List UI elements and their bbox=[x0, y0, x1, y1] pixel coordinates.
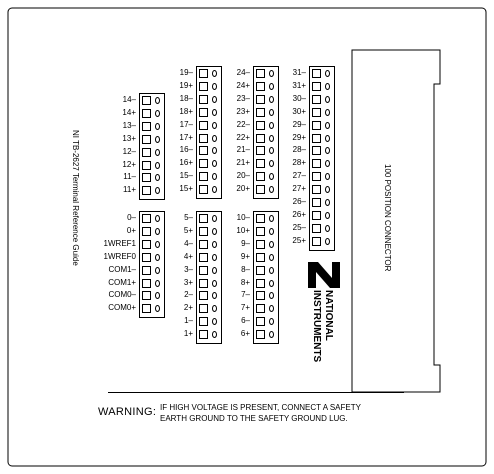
terminal-screw-clamp bbox=[155, 110, 160, 117]
terminal-screw-clamp bbox=[269, 267, 274, 274]
terminal-screw-square[interactable] bbox=[256, 330, 265, 339]
terminal-screw-square[interactable] bbox=[256, 159, 265, 168]
terminal-label: 8– bbox=[241, 264, 250, 274]
terminal-screw-clamp bbox=[212, 83, 217, 90]
terminal-label: 23+ bbox=[236, 106, 250, 116]
terminal-label: 6+ bbox=[240, 329, 250, 339]
terminal-screw-square[interactable] bbox=[256, 304, 265, 313]
terminal-label: 5+ bbox=[183, 225, 193, 235]
terminal-screw-clamp bbox=[212, 122, 217, 129]
terminal-label: 23– bbox=[236, 93, 250, 103]
terminal-screw-square[interactable] bbox=[142, 304, 151, 313]
terminal-screw-square[interactable] bbox=[199, 134, 208, 143]
terminal-screw-clamp bbox=[212, 267, 217, 274]
terminal-screw-square[interactable] bbox=[199, 291, 208, 300]
terminal-screw-clamp bbox=[155, 254, 160, 261]
terminal-screw-square[interactable] bbox=[199, 82, 208, 91]
terminal-label: COM1– bbox=[108, 264, 136, 274]
warning-title: WARNING: bbox=[98, 406, 157, 418]
terminal-screw-square[interactable] bbox=[142, 135, 151, 144]
terminal-label: 18+ bbox=[179, 106, 193, 116]
terminal-screw-clamp bbox=[212, 280, 217, 287]
terminal-screw-square[interactable] bbox=[199, 317, 208, 326]
terminal-screw-square[interactable] bbox=[199, 304, 208, 313]
terminal-label: 26+ bbox=[292, 209, 306, 219]
terminal-label: 16– bbox=[179, 145, 193, 155]
terminal-screw-square[interactable] bbox=[142, 122, 151, 131]
terminal-screw-square[interactable] bbox=[312, 224, 321, 233]
terminal-label: 10+ bbox=[236, 225, 250, 235]
terminal-label: 22– bbox=[236, 119, 250, 129]
terminal-screw-clamp bbox=[155, 241, 160, 248]
terminal-screw-clamp bbox=[269, 122, 274, 129]
terminal-label: 21+ bbox=[236, 158, 250, 168]
terminal-label: 1+ bbox=[183, 329, 193, 339]
terminal-screw-square[interactable] bbox=[312, 95, 321, 104]
terminal-screw-square[interactable] bbox=[312, 82, 321, 91]
terminal-screw-square[interactable] bbox=[256, 95, 265, 104]
terminal-label: 12+ bbox=[122, 159, 136, 169]
terminal-label: 15– bbox=[179, 171, 193, 181]
terminal-screw-square[interactable] bbox=[312, 108, 321, 117]
terminal-screw-square[interactable] bbox=[312, 172, 321, 181]
terminal-screw-square[interactable] bbox=[142, 173, 151, 182]
terminal-label: 3+ bbox=[183, 277, 193, 287]
terminal-screw-square[interactable] bbox=[312, 211, 321, 220]
terminal-screw-clamp bbox=[325, 83, 330, 90]
terminal-label: 1WREF0 bbox=[103, 251, 136, 261]
terminal-label: 9+ bbox=[240, 251, 250, 261]
terminal-screw-square[interactable] bbox=[312, 237, 321, 246]
terminal-screw-square[interactable] bbox=[199, 108, 208, 117]
terminal-screw-square[interactable] bbox=[256, 185, 265, 194]
terminal-label: 20– bbox=[236, 171, 250, 181]
terminal-screw-square[interactable] bbox=[199, 159, 208, 168]
terminal-label: 29+ bbox=[292, 132, 306, 142]
terminal-label: 7+ bbox=[240, 303, 250, 313]
terminal-label: 24+ bbox=[236, 80, 250, 90]
terminal-screw-square[interactable] bbox=[312, 134, 321, 143]
brand-national: NATIONAL bbox=[323, 290, 334, 341]
terminal-screw-clamp bbox=[155, 215, 160, 222]
warning-line-2: EARTH GROUND TO THE SAFETY GROUND LUG. bbox=[160, 414, 348, 423]
terminal-label: 30+ bbox=[292, 106, 306, 116]
terminal-label: 11– bbox=[123, 172, 136, 182]
terminal-label: 0+ bbox=[126, 225, 136, 235]
terminal-screw-square[interactable] bbox=[312, 69, 321, 78]
guide-title: NI TB-2627 Terminal Reference Guide bbox=[71, 130, 80, 266]
terminal-label: 3– bbox=[184, 264, 193, 274]
terminal-screw-square[interactable] bbox=[142, 240, 151, 249]
terminal-label: 6– bbox=[241, 316, 250, 326]
warning-line-1: IF HIGH VOLTAGE IS PRESENT, CONNECT A SAFETY bbox=[160, 403, 361, 412]
terminal-label: 15+ bbox=[179, 184, 193, 194]
terminal-screw-square[interactable] bbox=[312, 159, 321, 168]
terminal-label: 13+ bbox=[122, 133, 136, 143]
terminal-screw-clamp bbox=[212, 135, 217, 142]
terminal-label: 22+ bbox=[236, 132, 250, 142]
terminal-label: 5– bbox=[184, 213, 193, 222]
terminal-label: 16+ bbox=[179, 158, 193, 168]
terminal-screw-square[interactable] bbox=[142, 253, 151, 262]
terminal-screw-square[interactable] bbox=[142, 96, 151, 105]
terminal-label: 9– bbox=[241, 238, 250, 248]
terminal-label: COM0– bbox=[108, 290, 136, 300]
terminal-screw-square[interactable] bbox=[199, 146, 208, 155]
terminal-screw-clamp bbox=[269, 109, 274, 116]
terminal-label: 0– bbox=[127, 213, 136, 222]
terminal-label: 18– bbox=[179, 93, 193, 103]
terminal-label: 19– bbox=[179, 68, 193, 77]
terminal-screw-square[interactable] bbox=[256, 82, 265, 91]
terminal-screw-square[interactable] bbox=[199, 95, 208, 104]
terminal-label: 27– bbox=[292, 171, 306, 181]
terminal-label: 24– bbox=[236, 68, 250, 77]
terminal-screw-square[interactable] bbox=[142, 148, 151, 157]
terminal-screw-clamp bbox=[325, 238, 330, 245]
connector-label: 100 POSITION CONNECTOR bbox=[383, 164, 392, 272]
terminal-screw-clamp bbox=[269, 83, 274, 90]
warning-rule bbox=[108, 392, 404, 393]
terminal-screw-square[interactable] bbox=[256, 253, 265, 262]
terminal-screw-clamp bbox=[155, 149, 160, 156]
terminal-label: 19+ bbox=[179, 80, 193, 90]
terminal-screw-square[interactable] bbox=[199, 253, 208, 262]
terminal-screw-clamp bbox=[212, 254, 217, 261]
terminal-screw-clamp bbox=[325, 135, 330, 142]
terminal-label: 4+ bbox=[183, 251, 193, 261]
terminal-screw-clamp bbox=[212, 215, 217, 222]
terminal-screw-clamp bbox=[155, 162, 160, 169]
terminal-label: 28– bbox=[292, 145, 306, 155]
terminal-label: 1WREF1 bbox=[103, 238, 136, 248]
terminal-screw-square[interactable] bbox=[142, 291, 151, 300]
terminal-screw-square[interactable] bbox=[142, 186, 151, 195]
terminal-screw-clamp bbox=[325, 122, 330, 129]
terminal-screw-square[interactable] bbox=[199, 227, 208, 236]
terminal-screw-clamp bbox=[155, 280, 160, 287]
terminal-screw-clamp bbox=[155, 228, 160, 235]
terminal-screw-square[interactable] bbox=[199, 172, 208, 181]
terminal-screw-square[interactable] bbox=[142, 279, 151, 288]
terminal-label: COM1+ bbox=[108, 277, 136, 287]
terminal-label: 27+ bbox=[292, 184, 306, 194]
terminal-label: 25+ bbox=[292, 235, 306, 245]
terminal-label: 17+ bbox=[179, 132, 193, 142]
terminal-screw-square[interactable] bbox=[199, 69, 208, 78]
terminal-label: 21– bbox=[236, 145, 250, 155]
terminal-screw-square[interactable] bbox=[256, 291, 265, 300]
terminal-screw-square[interactable] bbox=[142, 214, 151, 223]
terminal-label: 7– bbox=[241, 290, 250, 300]
terminal-label: 14– bbox=[122, 95, 136, 104]
terminal-screw-square[interactable] bbox=[256, 172, 265, 181]
connector-outline bbox=[352, 50, 440, 392]
warning-text bbox=[160, 402, 361, 424]
terminal-label: 25– bbox=[292, 222, 306, 232]
terminal-screw-square[interactable] bbox=[256, 108, 265, 117]
terminal-screw-clamp bbox=[155, 136, 160, 143]
terminal-screw-square[interactable] bbox=[256, 317, 265, 326]
terminal-screw-clamp bbox=[212, 109, 217, 116]
terminal-screw-square[interactable] bbox=[142, 109, 151, 118]
terminal-label: 20+ bbox=[236, 184, 250, 194]
terminal-screw-clamp bbox=[325, 199, 330, 206]
terminal-label: 1– bbox=[184, 316, 193, 326]
terminal-label: 11+ bbox=[123, 185, 136, 195]
terminal-screw-clamp bbox=[269, 254, 274, 261]
terminal-label: 2+ bbox=[183, 303, 193, 313]
terminal-screw-clamp bbox=[269, 228, 274, 235]
terminal-screw-square[interactable] bbox=[256, 121, 265, 130]
terminal-screw-square[interactable] bbox=[142, 266, 151, 275]
terminal-screw-clamp bbox=[269, 280, 274, 287]
terminal-screw-square[interactable] bbox=[256, 146, 265, 155]
terminal-label: 28+ bbox=[292, 158, 306, 168]
terminal-screw-clamp bbox=[155, 97, 160, 104]
terminal-screw-square[interactable] bbox=[199, 240, 208, 249]
terminal-screw-clamp bbox=[155, 267, 160, 274]
terminal-screw-clamp bbox=[269, 241, 274, 248]
brand-instruments: INSTRUMENTS bbox=[311, 290, 322, 363]
terminal-screw-square[interactable] bbox=[199, 330, 208, 339]
terminal-screw-clamp bbox=[212, 228, 217, 235]
terminal-label: 10– bbox=[236, 213, 250, 222]
terminal-screw-square[interactable] bbox=[256, 134, 265, 143]
terminal-screw-square[interactable] bbox=[199, 214, 208, 223]
terminal-screw-clamp bbox=[269, 96, 274, 103]
terminal-screw-square[interactable] bbox=[312, 185, 321, 194]
terminal-screw-square[interactable] bbox=[256, 227, 265, 236]
terminal-label: 31– bbox=[292, 68, 306, 77]
terminal-screw-square[interactable] bbox=[256, 279, 265, 288]
terminal-label: 26– bbox=[292, 197, 306, 206]
terminal-screw-clamp bbox=[269, 215, 274, 222]
terminal-screw-square[interactable] bbox=[142, 161, 151, 170]
terminal-screw-square[interactable] bbox=[256, 266, 265, 275]
terminal-screw-clamp bbox=[325, 225, 330, 232]
terminal-label: 29– bbox=[292, 119, 306, 129]
terminal-label: COM0+ bbox=[108, 303, 136, 313]
terminal-label: 31+ bbox=[292, 80, 306, 90]
terminal-screw-square[interactable] bbox=[142, 227, 151, 236]
terminal-screw-square[interactable] bbox=[256, 69, 265, 78]
terminal-label: 12– bbox=[122, 146, 136, 156]
terminal-screw-square[interactable] bbox=[199, 185, 208, 194]
terminal-screw-square[interactable] bbox=[199, 266, 208, 275]
terminal-screw-square[interactable] bbox=[199, 279, 208, 288]
terminal-screw-clamp bbox=[269, 70, 274, 77]
terminal-screw-clamp bbox=[269, 135, 274, 142]
terminal-screw-clamp bbox=[212, 70, 217, 77]
terminal-label: 8+ bbox=[240, 277, 250, 287]
terminal-label: 17– bbox=[179, 119, 193, 129]
terminal-screw-square[interactable] bbox=[312, 146, 321, 155]
terminal-label: 14+ bbox=[122, 107, 136, 117]
terminal-screw-clamp bbox=[325, 212, 330, 219]
terminal-screw-square[interactable] bbox=[199, 121, 208, 130]
terminal-screw-square[interactable] bbox=[256, 240, 265, 249]
terminal-screw-clamp bbox=[155, 123, 160, 130]
terminal-screw-clamp bbox=[325, 96, 330, 103]
terminal-screw-clamp bbox=[325, 109, 330, 116]
terminal-label: 2– bbox=[184, 290, 193, 300]
terminal-label: 13– bbox=[122, 120, 136, 130]
terminal-screw-square[interactable] bbox=[256, 214, 265, 223]
terminal-screw-square[interactable] bbox=[312, 121, 321, 130]
terminal-label: 4– bbox=[184, 238, 193, 248]
terminal-screw-clamp bbox=[212, 241, 217, 248]
ni-logo bbox=[308, 262, 340, 288]
terminal-screw-clamp bbox=[212, 96, 217, 103]
terminal-screw-square[interactable] bbox=[312, 198, 321, 207]
terminal-screw-clamp bbox=[325, 70, 330, 77]
terminal-label: 30– bbox=[292, 93, 306, 103]
